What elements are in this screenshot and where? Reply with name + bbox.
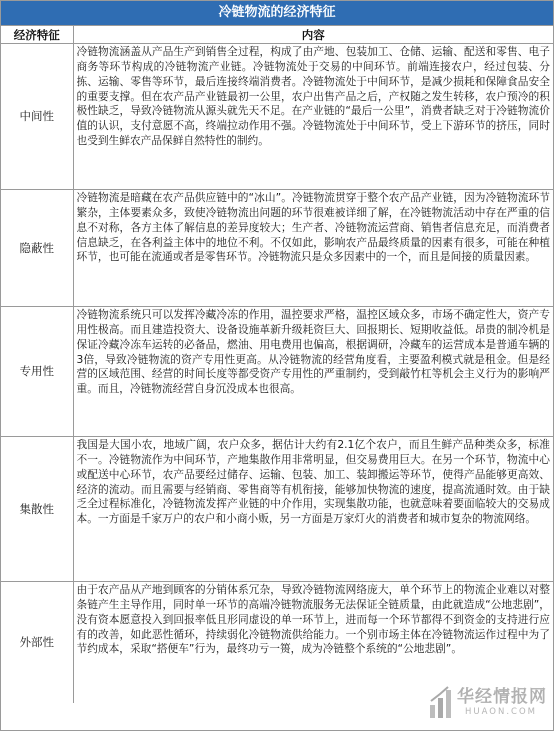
feature-content [73,437,553,582]
feature-content-text: 冷链物流是暗藏在农产品供应链中的“冰山”。冷链物流贯穿于整个农产品产业链，因为冷链物流环节繁杂，主体要素众多，致使冷链物流出问题的环节很难被详细了解，在冷链物流活动中存在严重的信息不对称，各方主体了解信息的差异度较大；生产者、冷链物流运营商、销售者信息充足，而消费者信息缺乏，在各利益主体中的地位不利。不仅如此，影响农产品最终质量的因素有很多，可能在种植环节，也可能在流通或者是零售环节。冷链物流只是众多因素中的一个，而且是间接的质量因素。 [76,191,550,264]
watermark [429,680,547,724]
table-row [1,190,553,307]
feature-content-text: 冷链物流系统只可以发挥冷藏冷冻的作用，温控要求严格，温控区域众多，市场不确定性大，资产专用性极高。而且建造投资大、设备设施革新升级耗资巨大、回报期长、短期收益低。昂贵的制冷机是保证冷藏冷冻车运转的必备品，燃油、用电费用也偏高，根据调研，冷藏车的运营成本是普通车辆的3倍，导致冷链物流的资产专用性更高。从冷链物流的经营角度看，主要盈利模式就是租金。但是经营的区域范围、经营的时间长度等都受资产专用性的严重制约，受到敲竹杠等机会主义行为的影响严重。而且，冷链物流经营自身沉没成本也很高。 [76,308,550,396]
table-row [1,437,553,582]
feature-label: 外部性 [1,582,73,704]
economic-features-table [1,26,553,703]
watermark-brand: 华经情报网 [457,686,547,707]
table-title: 冷链物流的经济特征 [1,1,553,26]
table-row [1,307,553,437]
feature-label: 专用性 [1,307,73,437]
feature-content [73,44,553,190]
feature-content-text: 由于农产品从产地到顾客的分销体系冗杂，导致冷链物流网络庞大，单个环节上的物流企业难以对整条链产生主导作用，同时单一环节的高端冷链物流服务无法保证全链质量，由此就造成“公地悲剧”，没有资本愿意投入到回报率低且形同虚设的单一环节上，进而每一个环节都得不到资金的支持进行应有的改善，如此恶性循环，持续弱化冷链物流供给能力。一个别市场主体在冷链物流运作过程中为了节约成本，采取“搭便车”行为，最终功亏一篑，成为冷链整个系统的“公地悲剧”。 [76,583,550,656]
feature-content-text: 冷链物流涵盖从产品生产到销售全过程，构成了由产地、包装加工、仓储、运输、配送和零售、电子商务等环节构成的冷链物流产业链。冷链物流处于交易的中间环节。前端连接农户，经过包装、分拣、运输、零售等环节，最后连接终端消费者。冷链物流处于中间环节，是减少损耗和保障食品安全的重要支撑。但在农产品产业链最初一公里，农户出售产品之后，产权随之发生转移，农户预冷的积极性缺乏，导致冷链物流从源头就先天不足。在产业链的“最后一公里”，消费者缺乏对于冷链物流价值的认识，支付意愿不高，终端拉动作用不强。冷链物流处于中间环节，受上下游环节的挤压，同时也受到生鲜农产品保鲜自然特性的制约。 [76,45,550,148]
watermark-url: HUAON.COM [465,706,537,717]
feature-label: 集散性 [1,437,73,582]
header-content: 内容 [73,26,553,44]
header-feature: 经济特征 [1,26,73,44]
feature-content [73,307,553,437]
huajing-logo-icon [429,685,453,719]
table-header-row [1,26,553,44]
table-row [1,44,553,190]
feature-label: 隐蔽性 [1,190,73,307]
feature-content [73,190,553,307]
feature-label: 中间性 [1,44,73,190]
feature-content-text: 我国是大国小农，地域广阔，农户众多，据估计大约有2.1亿个农户，而且生鲜产品种类众多，标准不一。冷链物流作为中间环节，产地集散作用非常明显，但交易费用巨大。在另一个环节，物流中心或配送中心环节，农产品要经过储存、运输、包装、加工、装卸搬运等环节，使得产品能够更高效、经济的流动。而且需要与经销商、零售商等有机衔接，能够加快物流的速度，提高流通时效。由于缺乏全过程标准化，冷链物流发挥产业链的中介作用，实现集散功能，也就意味着要面临较大的交易成本。一方面是千家万户的农户和小商小贩，另一方面是万家灯火的消费者和城市复杂的物流网络。 [76,438,550,526]
